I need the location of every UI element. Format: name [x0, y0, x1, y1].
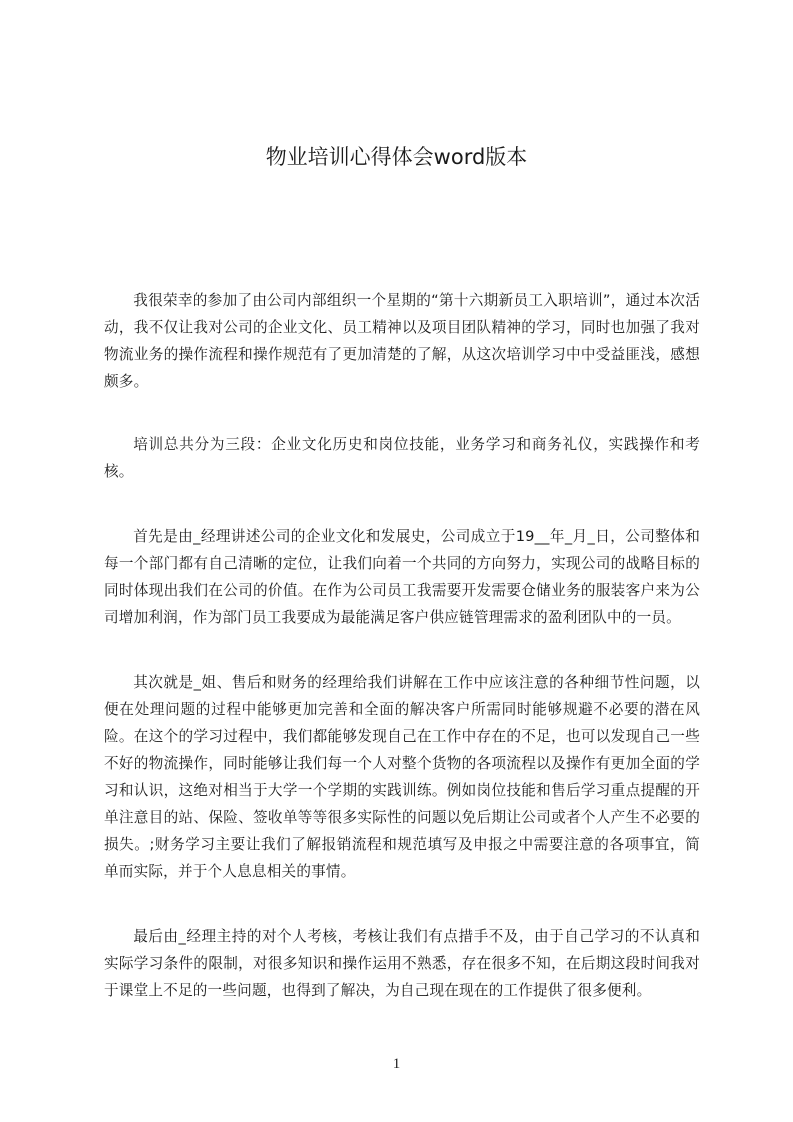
paragraph-assessment: 最后由_经理主持的对个人考核，考核让我们有点措手不及，由于自己学习的不认真和实际学习条件的限制，对很多知识和操作运用不熟悉，存在很多不知，在后期这段时间我对于课堂上不足的一些问题，也得到了解决，为自己现在现在的工作提供了很多便利。	[104, 928, 700, 999]
paragraph-business-learning: 其次就是_姐、售后和财务的经理给我们讲解在工作中应该注意的各种细节性问题，以便在处理问题的过程中能够更加完善和全面的解决客户所需同时能够规避不必要的潜在风险。在这个的学习过程中，我们都能够发现自己在工作中存在的不足，也可以发现自己一些不好的物流操作，同时能够让我们每一个人对整个货物的各项流程以及操作有更加全面的学习和认识，这绝对相当于大学一个学期的实践训练。例如岗位技能和售后学习重点提醒的开单注意目的站、保险、签收单等等很多实际性的问题以免后期让公司或者个人产生不必要的损失。;财务学习主要让我们了解报销流程和规范填写及申报之中需要注意的各项事宜，简单而实际，并于个人息息相关的事情。	[104, 674, 700, 880]
page-number: 1	[392, 1056, 401, 1072]
paragraph-company-culture: 首先是由_经理讲述公司的企业文化和发展史，公司成立于19__年_月_日，公司整体和每一个部门都有自己清晰的定位，让我们向着一个共同的方向努力，实现公司的战略目标的同时体现出我们在公司的价值。在作为公司员工我需要开发需要仓储业务的服装客户来为公司增加利润，作为部门员工我要成为最能满足客户供应链管理需求的盈利团队中的一员。	[104, 528, 700, 626]
document-body	[104, 287, 700, 1040]
paragraph-intro: 我很荣幸的参加了由公司内部组织一个星期的“第十六期新员工入职培训”，通过本次活动，我不仅让我对公司的企业文化、员工精神以及项目团队精神的学习，同时也加强了我对物流业务的操作流程和操作规范有了更加清楚的了解，从这次培训学习中中受益匪浅，感想颇多。	[104, 292, 700, 390]
document-title: 物业培训心得体会word版本	[265, 145, 528, 169]
paragraph-training-overview: 培训总共分为三段：企业文化历史和岗位技能，业务学习和商务礼仪，实践操作和考核。	[104, 436, 700, 480]
